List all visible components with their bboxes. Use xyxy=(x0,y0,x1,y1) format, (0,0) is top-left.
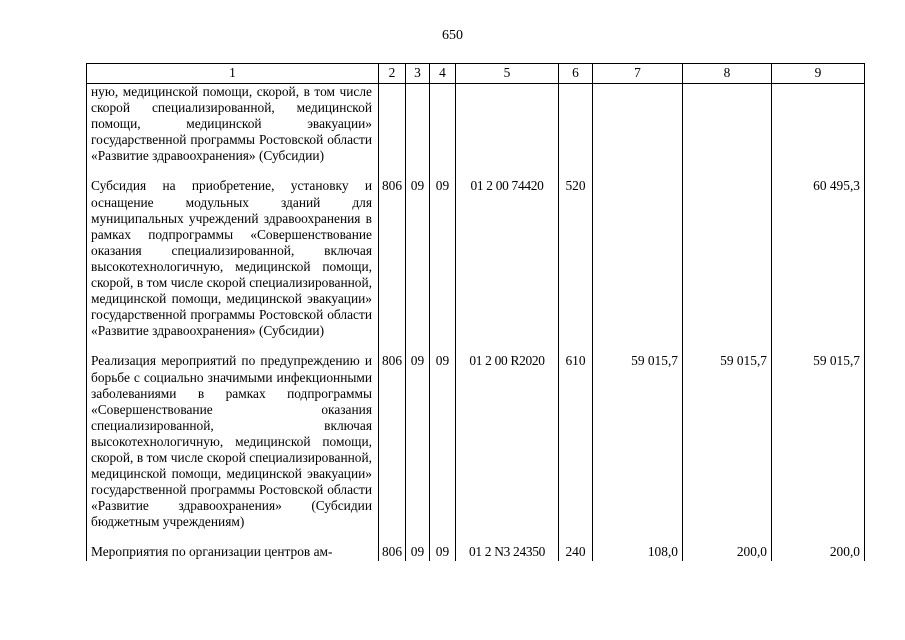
row-name: Мероприятия по организации центров ам- xyxy=(87,544,379,560)
cell-section: 09 xyxy=(406,544,430,560)
cell-section: 09 xyxy=(406,178,430,339)
cell-amount-3: 59 015,7 xyxy=(772,353,865,530)
row-spacer xyxy=(87,164,865,178)
table-row xyxy=(87,353,865,530)
cell-amount-2: 59 015,7 xyxy=(683,353,772,530)
row-spacer xyxy=(87,530,865,544)
header-col-5: 5 xyxy=(456,64,559,84)
cell-section: 09 xyxy=(406,353,430,530)
header-col-2: 2 xyxy=(379,64,406,84)
cell-target-article: 01 2 00 R2020 xyxy=(456,353,559,530)
cell-amount-1: 108,0 xyxy=(593,544,683,560)
cell-expense-type: 610 xyxy=(559,353,593,530)
table-row xyxy=(87,84,865,165)
page-number: 650 xyxy=(442,28,463,43)
cell-subsection: 09 xyxy=(430,544,456,560)
cell-subsection xyxy=(430,84,456,165)
cell-amount-1 xyxy=(593,178,683,339)
row-name: ную, медицинской помощи, скорой, в том числе скорой специализированной, медицинской помощи, медицинской эвакуации» государственной программы Ростовской области «Развитие здравоохранения» (Субсидии) xyxy=(87,84,379,165)
table-row xyxy=(87,544,865,560)
row-name: Субсидия на приобретение, установку и оснащение модульных зданий для муниципальных учреждений здравоохранения в рамках подпрограммы «Совершенствование оказания специализированной, включая высокотехнологичную, медицинской помощи, скорой, в том числе скорой специализированной, медицинской помощи, медицинской эвакуации» государственной программы Ростовской области «Развитие здравоохранения» (Субсидии) xyxy=(87,178,379,339)
cell-amount-2 xyxy=(683,84,772,165)
cell-amount-1 xyxy=(593,84,683,165)
header-col-7: 7 xyxy=(593,64,683,84)
cell-ministry xyxy=(379,84,406,165)
header-col-3: 3 xyxy=(406,64,430,84)
header-col-6: 6 xyxy=(559,64,593,84)
header-col-8: 8 xyxy=(683,64,772,84)
cell-ministry: 806 xyxy=(379,353,406,530)
table-row xyxy=(87,178,865,339)
header-col-4: 4 xyxy=(430,64,456,84)
cell-amount-2: 200,0 xyxy=(683,544,772,560)
cell-expense-type: 520 xyxy=(559,178,593,339)
cell-target-article xyxy=(456,84,559,165)
header-col-1: 1 xyxy=(87,64,379,84)
cell-section xyxy=(406,84,430,165)
cell-expense-type xyxy=(559,84,593,165)
cell-amount-1: 59 015,7 xyxy=(593,353,683,530)
row-spacer xyxy=(87,339,865,353)
cell-subsection: 09 xyxy=(430,178,456,339)
cell-amount-3 xyxy=(772,84,865,165)
budget-table xyxy=(86,63,865,561)
row-name: Реализация мероприятий по предупреждению и борьбе с социально значимыми инфекционными заболеваниями в рамках подпрограммы «Совершенствование оказания специализированной, включая высокотехнологичную, медицинской помощи, скорой, в том числе скорой специализированной, медицинской помощи, медицинской эвакуации» государственной программы Ростовской области «Развитие здравоохранения» (Субсидии бюджетным учреждениям) xyxy=(87,353,379,530)
cell-ministry: 806 xyxy=(379,544,406,560)
cell-ministry: 806 xyxy=(379,178,406,339)
cell-subsection: 09 xyxy=(430,353,456,530)
cell-target-article: 01 2 00 74420 xyxy=(456,178,559,339)
header-col-9: 9 xyxy=(772,64,865,84)
table-header-row xyxy=(87,64,865,84)
cell-amount-3: 60 495,3 xyxy=(772,178,865,339)
cell-amount-2 xyxy=(683,178,772,339)
cell-expense-type: 240 xyxy=(559,544,593,560)
cell-amount-3: 200,0 xyxy=(772,544,865,560)
cell-target-article: 01 2 N3 24350 xyxy=(456,544,559,560)
